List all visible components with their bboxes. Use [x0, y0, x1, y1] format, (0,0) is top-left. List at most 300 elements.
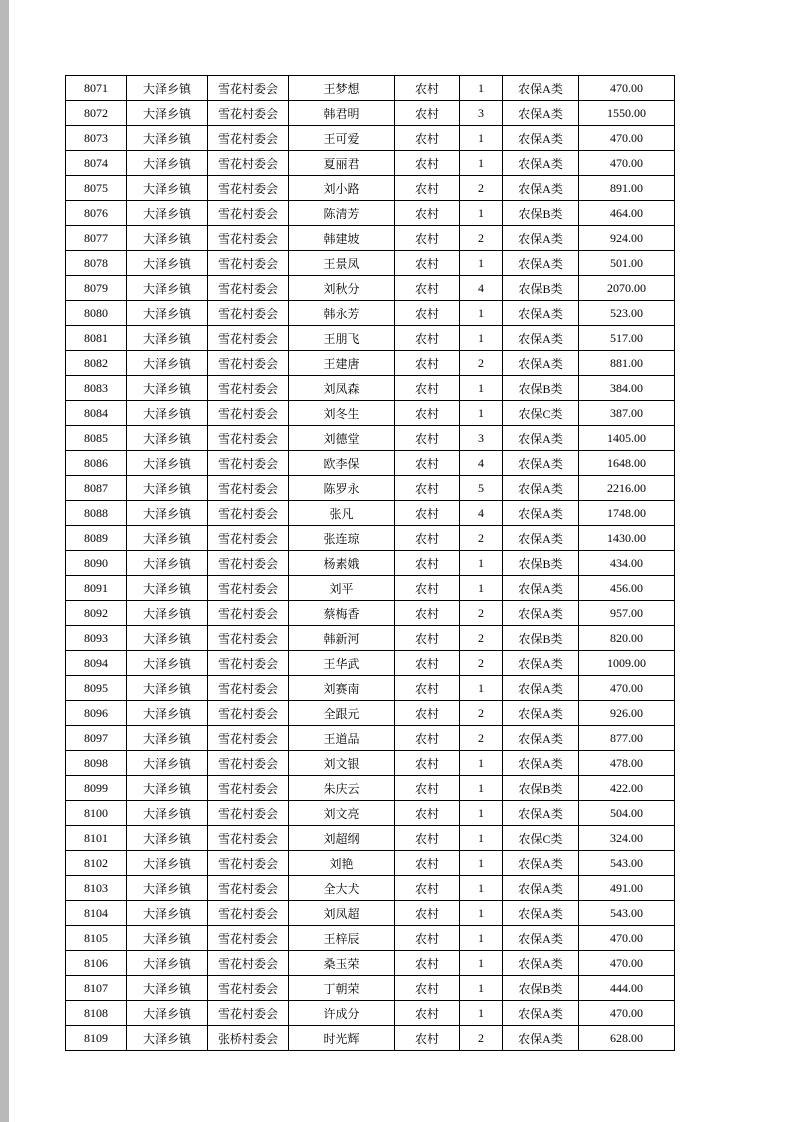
cell-id: 8091 [66, 576, 127, 601]
cell-type: 农村 [395, 351, 460, 376]
cell-village: 雪花村委会 [208, 826, 289, 851]
table-row [66, 901, 675, 926]
cell-id: 8099 [66, 776, 127, 801]
cell-town: 大泽乡镇 [127, 426, 208, 451]
table-row [66, 676, 675, 701]
cell-category: 农保A类 [503, 426, 579, 451]
benefit-table [65, 75, 675, 1051]
table-row [66, 176, 675, 201]
cell-village: 雪花村委会 [208, 76, 289, 101]
cell-town: 大泽乡镇 [127, 676, 208, 701]
cell-village: 雪花村委会 [208, 601, 289, 626]
cell-amount: 1405.00 [579, 426, 675, 451]
cell-category: 农保A类 [503, 226, 579, 251]
cell-name: 王建唐 [289, 351, 395, 376]
cell-village: 雪花村委会 [208, 176, 289, 201]
cell-id: 8097 [66, 726, 127, 751]
cell-id: 8109 [66, 1026, 127, 1051]
cell-name: 刘超纲 [289, 826, 395, 851]
cell-type: 农村 [395, 676, 460, 701]
cell-type: 农村 [395, 876, 460, 901]
cell-name: 王梦想 [289, 76, 395, 101]
cell-name: 陈清芳 [289, 201, 395, 226]
cell-type: 农村 [395, 576, 460, 601]
cell-id: 8090 [66, 551, 127, 576]
cell-amount: 926.00 [579, 701, 675, 726]
cell-village: 雪花村委会 [208, 1001, 289, 1026]
cell-category: 农保B类 [503, 376, 579, 401]
table-row [66, 301, 675, 326]
cell-amount: 504.00 [579, 801, 675, 826]
cell-name: 张凡 [289, 501, 395, 526]
cell-name: 韩永芳 [289, 301, 395, 326]
cell-id: 8073 [66, 126, 127, 151]
table-row [66, 376, 675, 401]
cell-amount: 523.00 [579, 301, 675, 326]
cell-town: 大泽乡镇 [127, 301, 208, 326]
cell-id: 8103 [66, 876, 127, 901]
cell-village: 雪花村委会 [208, 951, 289, 976]
table-row [66, 651, 675, 676]
cell-type: 农村 [395, 1001, 460, 1026]
cell-category: 农保A类 [503, 1026, 579, 1051]
cell-town: 大泽乡镇 [127, 226, 208, 251]
cell-category: 农保A类 [503, 926, 579, 951]
cell-name: 夏丽君 [289, 151, 395, 176]
table-row [66, 876, 675, 901]
cell-category: 农保B类 [503, 201, 579, 226]
cell-id: 8095 [66, 676, 127, 701]
cell-id: 8089 [66, 526, 127, 551]
cell-category: 农保B类 [503, 626, 579, 651]
cell-town: 大泽乡镇 [127, 101, 208, 126]
cell-count: 1 [460, 676, 503, 701]
cell-id: 8082 [66, 351, 127, 376]
table-row [66, 751, 675, 776]
cell-count: 1 [460, 576, 503, 601]
cell-category: 农保A类 [503, 951, 579, 976]
cell-category: 农保A类 [503, 901, 579, 926]
cell-type: 农村 [395, 201, 460, 226]
cell-name: 王华武 [289, 651, 395, 676]
cell-village: 雪花村委会 [208, 251, 289, 276]
cell-count: 1 [460, 76, 503, 101]
cell-category: 农保A类 [503, 101, 579, 126]
cell-amount: 881.00 [579, 351, 675, 376]
cell-amount: 470.00 [579, 126, 675, 151]
cell-type: 农村 [395, 601, 460, 626]
cell-type: 农村 [395, 551, 460, 576]
cell-town: 大泽乡镇 [127, 276, 208, 301]
cell-count: 1 [460, 901, 503, 926]
cell-name: 刘秋分 [289, 276, 395, 301]
cell-id: 8083 [66, 376, 127, 401]
cell-type: 农村 [395, 851, 460, 876]
cell-name: 蔡梅香 [289, 601, 395, 626]
cell-amount: 1748.00 [579, 501, 675, 526]
cell-name: 刘文亮 [289, 801, 395, 826]
cell-type: 农村 [395, 151, 460, 176]
cell-type: 农村 [395, 701, 460, 726]
cell-id: 8075 [66, 176, 127, 201]
cell-town: 大泽乡镇 [127, 526, 208, 551]
table-row [66, 576, 675, 601]
cell-amount: 324.00 [579, 826, 675, 851]
cell-category: 农保A类 [503, 751, 579, 776]
cell-town: 大泽乡镇 [127, 651, 208, 676]
cell-category: 农保A类 [503, 601, 579, 626]
table-row [66, 526, 675, 551]
cell-id: 8092 [66, 601, 127, 626]
cell-village: 雪花村委会 [208, 776, 289, 801]
table-row [66, 601, 675, 626]
table-row [66, 826, 675, 851]
table-row [66, 226, 675, 251]
cell-village: 张桥村委会 [208, 1026, 289, 1051]
cell-id: 8094 [66, 651, 127, 676]
cell-count: 1 [460, 751, 503, 776]
cell-town: 大泽乡镇 [127, 176, 208, 201]
cell-category: 农保A类 [503, 251, 579, 276]
cell-town: 大泽乡镇 [127, 476, 208, 501]
cell-type: 农村 [395, 501, 460, 526]
cell-name: 全跟元 [289, 701, 395, 726]
table-row [66, 251, 675, 276]
cell-name: 王景凤 [289, 251, 395, 276]
cell-type: 农村 [395, 526, 460, 551]
cell-count: 1 [460, 1001, 503, 1026]
cell-category: 农保A类 [503, 676, 579, 701]
cell-category: 农保A类 [503, 476, 579, 501]
cell-category: 农保A类 [503, 1001, 579, 1026]
cell-village: 雪花村委会 [208, 876, 289, 901]
table-row [66, 776, 675, 801]
table-row [66, 501, 675, 526]
table-row [66, 951, 675, 976]
cell-id: 8072 [66, 101, 127, 126]
cell-village: 雪花村委会 [208, 851, 289, 876]
cell-id: 8076 [66, 201, 127, 226]
cell-town: 大泽乡镇 [127, 851, 208, 876]
cell-village: 雪花村委会 [208, 801, 289, 826]
page-left-margin-strip [0, 0, 9, 1122]
cell-amount: 924.00 [579, 226, 675, 251]
cell-amount: 957.00 [579, 601, 675, 626]
cell-amount: 470.00 [579, 76, 675, 101]
cell-type: 农村 [395, 76, 460, 101]
cell-village: 雪花村委会 [208, 401, 289, 426]
cell-name: 刘德堂 [289, 426, 395, 451]
table-body [66, 76, 675, 1051]
cell-category: 农保A类 [503, 726, 579, 751]
cell-name: 时光辉 [289, 1026, 395, 1051]
cell-count: 2 [460, 1026, 503, 1051]
cell-amount: 444.00 [579, 976, 675, 1001]
cell-category: 农保B类 [503, 976, 579, 1001]
cell-village: 雪花村委会 [208, 501, 289, 526]
cell-town: 大泽乡镇 [127, 501, 208, 526]
cell-type: 农村 [395, 401, 460, 426]
cell-town: 大泽乡镇 [127, 876, 208, 901]
cell-category: 农保A类 [503, 301, 579, 326]
cell-amount: 2070.00 [579, 276, 675, 301]
cell-name: 刘艳 [289, 851, 395, 876]
cell-amount: 891.00 [579, 176, 675, 201]
cell-village: 雪花村委会 [208, 726, 289, 751]
cell-amount: 543.00 [579, 901, 675, 926]
cell-count: 3 [460, 426, 503, 451]
cell-amount: 387.00 [579, 401, 675, 426]
cell-type: 农村 [395, 1026, 460, 1051]
table-row [66, 101, 675, 126]
cell-village: 雪花村委会 [208, 751, 289, 776]
cell-amount: 543.00 [579, 851, 675, 876]
cell-name: 许成分 [289, 1001, 395, 1026]
table-row [66, 201, 675, 226]
table-row [66, 326, 675, 351]
cell-village: 雪花村委会 [208, 326, 289, 351]
cell-village: 雪花村委会 [208, 526, 289, 551]
cell-town: 大泽乡镇 [127, 1001, 208, 1026]
cell-name: 刘平 [289, 576, 395, 601]
cell-amount: 470.00 [579, 151, 675, 176]
cell-category: 农保A类 [503, 176, 579, 201]
cell-count: 1 [460, 776, 503, 801]
cell-amount: 1550.00 [579, 101, 675, 126]
cell-town: 大泽乡镇 [127, 551, 208, 576]
table-row [66, 551, 675, 576]
cell-id: 8108 [66, 1001, 127, 1026]
cell-amount: 1430.00 [579, 526, 675, 551]
cell-count: 1 [460, 951, 503, 976]
cell-id: 8093 [66, 626, 127, 651]
cell-category: 农保A类 [503, 326, 579, 351]
cell-type: 农村 [395, 926, 460, 951]
cell-category: 农保B类 [503, 276, 579, 301]
cell-village: 雪花村委会 [208, 626, 289, 651]
cell-count: 1 [460, 851, 503, 876]
table-row [66, 351, 675, 376]
cell-count: 2 [460, 626, 503, 651]
cell-id: 8104 [66, 901, 127, 926]
cell-town: 大泽乡镇 [127, 951, 208, 976]
cell-name: 王道品 [289, 726, 395, 751]
cell-amount: 1009.00 [579, 651, 675, 676]
cell-name: 张连琼 [289, 526, 395, 551]
cell-town: 大泽乡镇 [127, 376, 208, 401]
cell-count: 1 [460, 376, 503, 401]
cell-village: 雪花村委会 [208, 351, 289, 376]
table-row [66, 1001, 675, 1026]
cell-category: 农保A类 [503, 576, 579, 601]
cell-category: 农保A类 [503, 876, 579, 901]
table-row [66, 426, 675, 451]
cell-type: 农村 [395, 751, 460, 776]
cell-town: 大泽乡镇 [127, 576, 208, 601]
cell-town: 大泽乡镇 [127, 126, 208, 151]
cell-name: 杨素娥 [289, 551, 395, 576]
cell-name: 王梓辰 [289, 926, 395, 951]
cell-category: 农保C类 [503, 826, 579, 851]
cell-count: 5 [460, 476, 503, 501]
cell-count: 1 [460, 151, 503, 176]
cell-count: 4 [460, 276, 503, 301]
cell-count: 2 [460, 701, 503, 726]
cell-type: 农村 [395, 176, 460, 201]
cell-id: 8074 [66, 151, 127, 176]
cell-name: 丁朝荣 [289, 976, 395, 1001]
cell-amount: 478.00 [579, 751, 675, 776]
cell-count: 1 [460, 826, 503, 851]
cell-id: 8088 [66, 501, 127, 526]
cell-id: 8102 [66, 851, 127, 876]
cell-type: 农村 [395, 251, 460, 276]
cell-count: 2 [460, 176, 503, 201]
cell-village: 雪花村委会 [208, 226, 289, 251]
cell-count: 2 [460, 651, 503, 676]
cell-town: 大泽乡镇 [127, 326, 208, 351]
table-row [66, 976, 675, 1001]
cell-amount: 2216.00 [579, 476, 675, 501]
cell-count: 4 [460, 501, 503, 526]
cell-count: 2 [460, 726, 503, 751]
cell-id: 8100 [66, 801, 127, 826]
table-row [66, 1026, 675, 1051]
cell-id: 8086 [66, 451, 127, 476]
table-row [66, 926, 675, 951]
cell-village: 雪花村委会 [208, 151, 289, 176]
cell-town: 大泽乡镇 [127, 451, 208, 476]
cell-category: 农保C类 [503, 401, 579, 426]
cell-name: 刘凤超 [289, 901, 395, 926]
cell-village: 雪花村委会 [208, 201, 289, 226]
cell-category: 农保A类 [503, 526, 579, 551]
cell-category: 农保A类 [503, 701, 579, 726]
cell-name: 刘冬生 [289, 401, 395, 426]
cell-id: 8107 [66, 976, 127, 1001]
cell-village: 雪花村委会 [208, 976, 289, 1001]
cell-type: 农村 [395, 801, 460, 826]
cell-village: 雪花村委会 [208, 651, 289, 676]
cell-count: 1 [460, 326, 503, 351]
cell-village: 雪花村委会 [208, 451, 289, 476]
cell-village: 雪花村委会 [208, 676, 289, 701]
cell-id: 8105 [66, 926, 127, 951]
cell-type: 农村 [395, 726, 460, 751]
cell-amount: 470.00 [579, 926, 675, 951]
cell-amount: 820.00 [579, 626, 675, 651]
cell-count: 1 [460, 126, 503, 151]
cell-name: 韩君明 [289, 101, 395, 126]
cell-village: 雪花村委会 [208, 551, 289, 576]
cell-village: 雪花村委会 [208, 701, 289, 726]
cell-id: 8106 [66, 951, 127, 976]
table-row [66, 401, 675, 426]
cell-name: 刘文银 [289, 751, 395, 776]
cell-village: 雪花村委会 [208, 101, 289, 126]
cell-category: 农保A类 [503, 151, 579, 176]
cell-village: 雪花村委会 [208, 476, 289, 501]
cell-count: 2 [460, 226, 503, 251]
cell-type: 农村 [395, 326, 460, 351]
cell-id: 8084 [66, 401, 127, 426]
cell-village: 雪花村委会 [208, 426, 289, 451]
cell-type: 农村 [395, 226, 460, 251]
cell-town: 大泽乡镇 [127, 601, 208, 626]
cell-town: 大泽乡镇 [127, 151, 208, 176]
cell-amount: 464.00 [579, 201, 675, 226]
cell-count: 1 [460, 876, 503, 901]
cell-count: 1 [460, 801, 503, 826]
table-row [66, 151, 675, 176]
cell-amount: 422.00 [579, 776, 675, 801]
cell-amount: 877.00 [579, 726, 675, 751]
cell-town: 大泽乡镇 [127, 926, 208, 951]
cell-count: 3 [460, 101, 503, 126]
cell-amount: 1648.00 [579, 451, 675, 476]
cell-name: 韩新河 [289, 626, 395, 651]
cell-type: 农村 [395, 651, 460, 676]
cell-village: 雪花村委会 [208, 376, 289, 401]
cell-amount: 517.00 [579, 326, 675, 351]
cell-town: 大泽乡镇 [127, 826, 208, 851]
cell-id: 8081 [66, 326, 127, 351]
cell-count: 1 [460, 551, 503, 576]
cell-town: 大泽乡镇 [127, 776, 208, 801]
cell-town: 大泽乡镇 [127, 901, 208, 926]
cell-type: 农村 [395, 276, 460, 301]
cell-name: 陈罗永 [289, 476, 395, 501]
cell-town: 大泽乡镇 [127, 726, 208, 751]
cell-type: 农村 [395, 426, 460, 451]
cell-category: 农保A类 [503, 501, 579, 526]
cell-village: 雪花村委会 [208, 926, 289, 951]
cell-count: 2 [460, 601, 503, 626]
cell-id: 8098 [66, 751, 127, 776]
cell-id: 8101 [66, 826, 127, 851]
cell-type: 农村 [395, 301, 460, 326]
cell-amount: 470.00 [579, 1001, 675, 1026]
cell-amount: 501.00 [579, 251, 675, 276]
cell-town: 大泽乡镇 [127, 701, 208, 726]
cell-town: 大泽乡镇 [127, 251, 208, 276]
cell-amount: 456.00 [579, 576, 675, 601]
cell-type: 农村 [395, 951, 460, 976]
cell-type: 农村 [395, 376, 460, 401]
cell-town: 大泽乡镇 [127, 801, 208, 826]
cell-town: 大泽乡镇 [127, 201, 208, 226]
cell-id: 8087 [66, 476, 127, 501]
cell-id: 8078 [66, 251, 127, 276]
cell-name: 王朋飞 [289, 326, 395, 351]
cell-category: 农保B类 [503, 776, 579, 801]
cell-name: 刘赛南 [289, 676, 395, 701]
cell-amount: 470.00 [579, 676, 675, 701]
cell-category: 农保A类 [503, 851, 579, 876]
table-row [66, 701, 675, 726]
table-row [66, 476, 675, 501]
cell-name: 欧李保 [289, 451, 395, 476]
table-row [66, 626, 675, 651]
table-row [66, 76, 675, 101]
cell-town: 大泽乡镇 [127, 976, 208, 1001]
cell-type: 农村 [395, 776, 460, 801]
cell-amount: 628.00 [579, 1026, 675, 1051]
cell-name: 刘凤森 [289, 376, 395, 401]
cell-count: 2 [460, 526, 503, 551]
cell-name: 桑玉荣 [289, 951, 395, 976]
table-row [66, 126, 675, 151]
